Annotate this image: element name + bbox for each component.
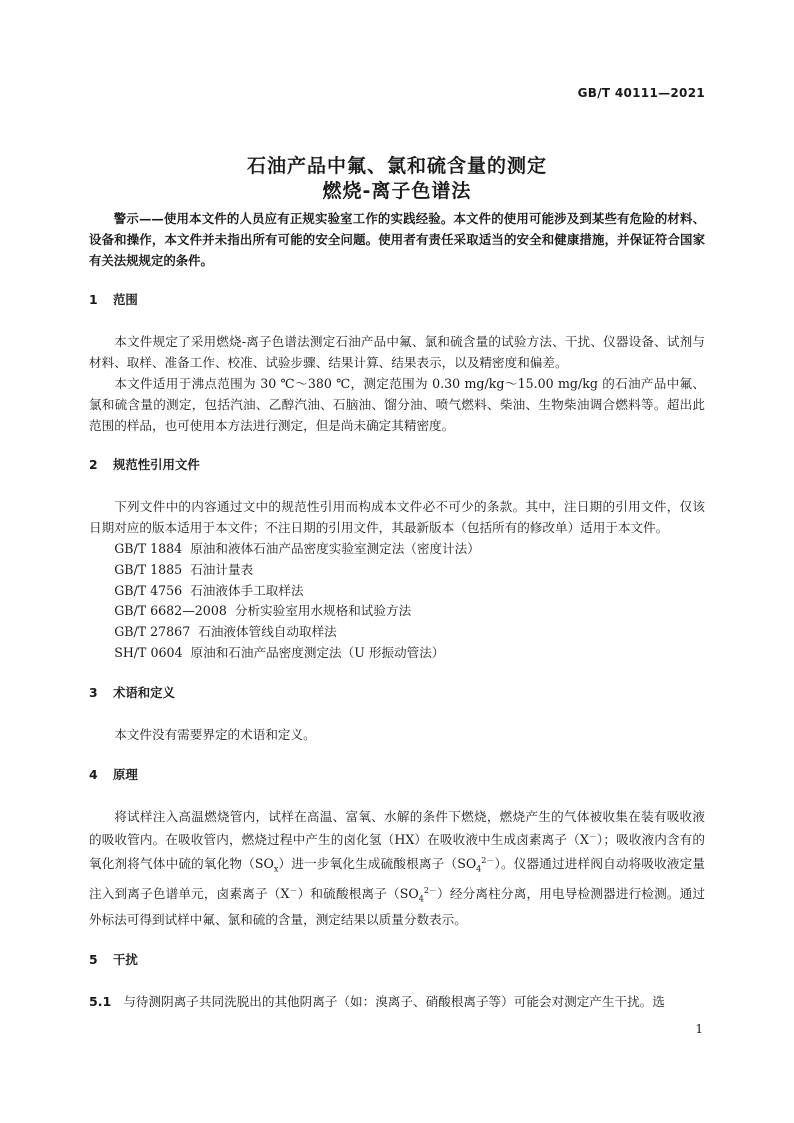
reference-code: GB/T 1884 xyxy=(114,540,183,556)
section-number: 5 xyxy=(89,952,98,968)
section-number: 4 xyxy=(89,766,98,782)
clause-text: 与待测阴离子共同洗脱出的其他阴离子（如：溴离子、硝酸根离子等）可能会对测定产生干扰。选 xyxy=(123,994,665,1010)
reference-item xyxy=(89,581,705,602)
reference-code: SH/T 0604 xyxy=(114,644,183,660)
reference-item xyxy=(89,560,705,581)
section-heading-principle xyxy=(89,766,705,784)
reference-item xyxy=(89,622,705,643)
principle-paragraph: 将试样注入高温燃烧管内，试样在高温、富氧、水解的条件下燃烧，燃烧产生的气体被收集在装有吸收液的吸收管内。在吸收管内，燃烧过程中产生的卤化氢（HX）在吸收液中生成卤素离子（X－）；吸收液内含有的氧化剂将气体中硫的氧化物$(SO_x)$进一步氧化生成硫酸根离子$(SO_4^{2-})$。仪器通过进样阀自动将吸收液定量注入到离子色谱单元，卤素离子（X－）和硫酸根离子$(SO_4^{2-})$经分离柱分离，用电导检测器进行检测。通过外标法可得到试样中氟、氯和硫的含量，测定结果以质量分数表示。 xyxy=(89,808,706,928)
clause-number: 5.1 xyxy=(89,994,112,1010)
page-number: 1 xyxy=(695,1022,703,1036)
reference-code: GB/T 27867 xyxy=(114,624,191,640)
section-title: 术语和定义 xyxy=(113,684,175,700)
reference-code: GB/T 1885 xyxy=(114,561,183,577)
paragraph: 本文件没有需要界定的术语和定义。 xyxy=(114,726,316,742)
section-heading-interference xyxy=(89,951,705,969)
document-title-line1: 石油产品中氟、氯和硫含量的测定 xyxy=(246,155,547,177)
warning-paragraph: 警示——使用本文件的人员应有正规实验室工作的实践经验。本文件的使用可能涉及到某些有危险的材料、设备和操作，本文件并未指出所有可能的安全问题。使用者有责任采取适当的安全和健康措施，并保证符合国家有关法规规定的条件。 xyxy=(89,211,705,268)
section-title: 干扰 xyxy=(113,952,138,968)
clause-5-1 xyxy=(89,992,705,1013)
section-number: 3 xyxy=(89,684,98,700)
reference-item xyxy=(89,539,705,560)
section-title: 规范性引用文件 xyxy=(113,457,200,473)
reference-code: GB/T 6682—2008 xyxy=(114,603,227,619)
document-title-line2: 燃烧-离子色谱法 xyxy=(322,180,472,202)
paragraph: 本文件规定了采用燃烧-离子色谱法测定石油产品中氟、氯和硫含量的试验方法、干扰、仪器设备、试剂与材料、取样、准备工作、校准、试验步骤、结果计算、结果表示，以及精密度和偏差。 xyxy=(89,334,705,371)
paragraph: 下列文件中的内容通过文中的规范性引用而构成本文件必不可少的条款。其中，注日期的引用文件，仅该日期对应的版本适用于本文件；不注日期的引用文件，其最新版本（包括所有的修改单）适用于本文件。 xyxy=(89,499,705,536)
section-heading-scope xyxy=(89,291,705,309)
reference-title: 石油液体手工取样法 xyxy=(190,582,304,598)
paragraph: 本文件适用于沸点范围为 30 ℃～380 ℃，测定范围为 0.30 mg/kg～15.00 mg/kg 的石油产品中氟、氯和硫含量的测定，包括汽油、乙醇汽油、石脑油、馏分油、喷气燃料、柴油、生物柴油调合燃料等。超出此范围的样品，也可使用本方法进行测定，但是尚未确定其精密度。 xyxy=(89,375,705,433)
document-body xyxy=(89,209,705,1013)
reference-title: 石油液体管线自动取样法 xyxy=(198,624,337,640)
reference-title: 分析实验室用水规格和试验方法 xyxy=(234,603,412,619)
reference-title: 原油和石油产品密度测定法（U 形振动管法） xyxy=(190,644,445,660)
section-number: 2 xyxy=(89,457,98,473)
reference-item xyxy=(89,643,705,664)
section-title: 范围 xyxy=(113,292,138,308)
standard-code: GB/T 40111—2021 xyxy=(577,86,705,100)
reference-item xyxy=(89,601,705,622)
reference-list xyxy=(89,539,705,664)
reference-title: 石油计量表 xyxy=(190,561,254,577)
reference-title: 原油和液体石油产品密度实验室测定法（密度计法） xyxy=(190,540,480,556)
section-heading-terms xyxy=(89,684,705,702)
section-title: 原理 xyxy=(113,766,138,782)
section-heading-normative-references xyxy=(89,456,705,474)
reference-code: GB/T 4756 xyxy=(114,582,183,598)
section-number: 1 xyxy=(89,292,98,308)
